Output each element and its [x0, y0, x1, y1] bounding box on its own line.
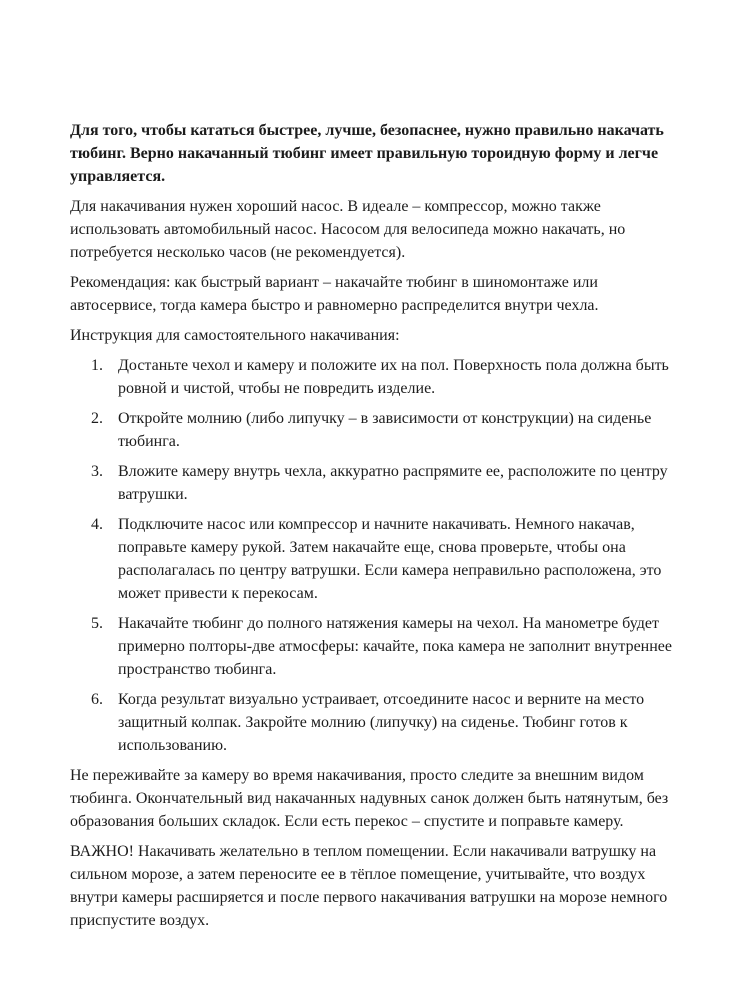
list-item — [70, 513, 684, 605]
list-item-number: 2. — [91, 410, 103, 427]
important-paragraph: ВАЖНО! Накачивать желательно в теплом помещении. Если накачивали ватрушку на сильном морозе, а затем переносите ее в тёплое помещение, учитывайте, что воздух внутри камеры расширяется и после первого накачивания ватрушки на морозе немного приспустите воздух. — [70, 843, 668, 929]
list-item — [70, 612, 684, 681]
list-item-text: Вложите камеру внутрь чехла, аккуратно распрямите ее, расположите по центру ватрушки. — [118, 463, 668, 503]
document-body — [70, 119, 684, 932]
instruction-list — [70, 354, 684, 757]
list-item — [70, 460, 684, 506]
list-item-number: 3. — [91, 463, 103, 480]
outro-paragraph: Не переживайте за камеру во время накачивания, просто следите за внешним видом тюбинга. Окончательный вид накачанных надувных санок должен быть натянутым, без образования больших складок. Если есть перекос – спустите и поправьте камеру. — [70, 767, 669, 830]
instructions-heading: Инструкция для самостоятельного накачивания: — [70, 327, 400, 344]
list-item-number: 6. — [91, 691, 103, 708]
list-item-text: Откройте молнию (либо липучку – в зависимости от конструкции) на сиденье тюбинга. — [118, 410, 652, 450]
intro-paragraph: Для того, чтобы кататься быстрее, лучше, безопаснее, нужно правильно накачать тюбинг. Верно накачанный тюбинг имеет правильную тороидную форму и легче управляется. — [70, 122, 664, 185]
list-item-text: Достаньте чехол и камеру и положите их на пол. Поверхность пола должна быть ровной и чистой, чтобы не повредить изделие. — [118, 357, 669, 397]
list-item-text: Когда результат визуально устраивает, отсоедините насос и верните на место защитный колпак. Закройте молнию (липучку) на сиденье. Тюбинг готов к использованию. — [118, 691, 645, 754]
list-item — [70, 407, 684, 453]
pump-paragraph: Для накачивания нужен хороший насос. В идеале – компрессор, можно также использовать автомобильный насос. Насосом для велосипеда можно накачать, но потребуется несколько часов (не рекомендуется). — [70, 198, 626, 261]
list-item-text: Подключите насос или компрессор и начните накачивать. Немного накачав, поправьте камеру рукой. Затем накачайте еще, снова проверьте, чтобы она располагалась по центру ватрушки. Если камера неправильно расположена, это может привести к перекосам. — [118, 516, 662, 602]
list-item-text: Накачайте тюбинг до полного натяжения камеры на чехол. На манометре будет примерно полторы-две атмосферы: качайте, пока камера не заполнит внутреннее пространство тюбинга. — [118, 615, 672, 678]
list-item-number: 4. — [91, 516, 103, 533]
list-item — [70, 688, 684, 757]
list-item-number: 5. — [91, 615, 103, 632]
list-item-number: 1. — [91, 357, 103, 374]
list-item — [70, 354, 684, 400]
recommendation-paragraph: Рекомендация: как быстрый вариант – накачайте тюбинг в шиномонтаже или автосервисе, тогда камера быстро и равномерно распределится внутри чехла. — [70, 274, 599, 314]
